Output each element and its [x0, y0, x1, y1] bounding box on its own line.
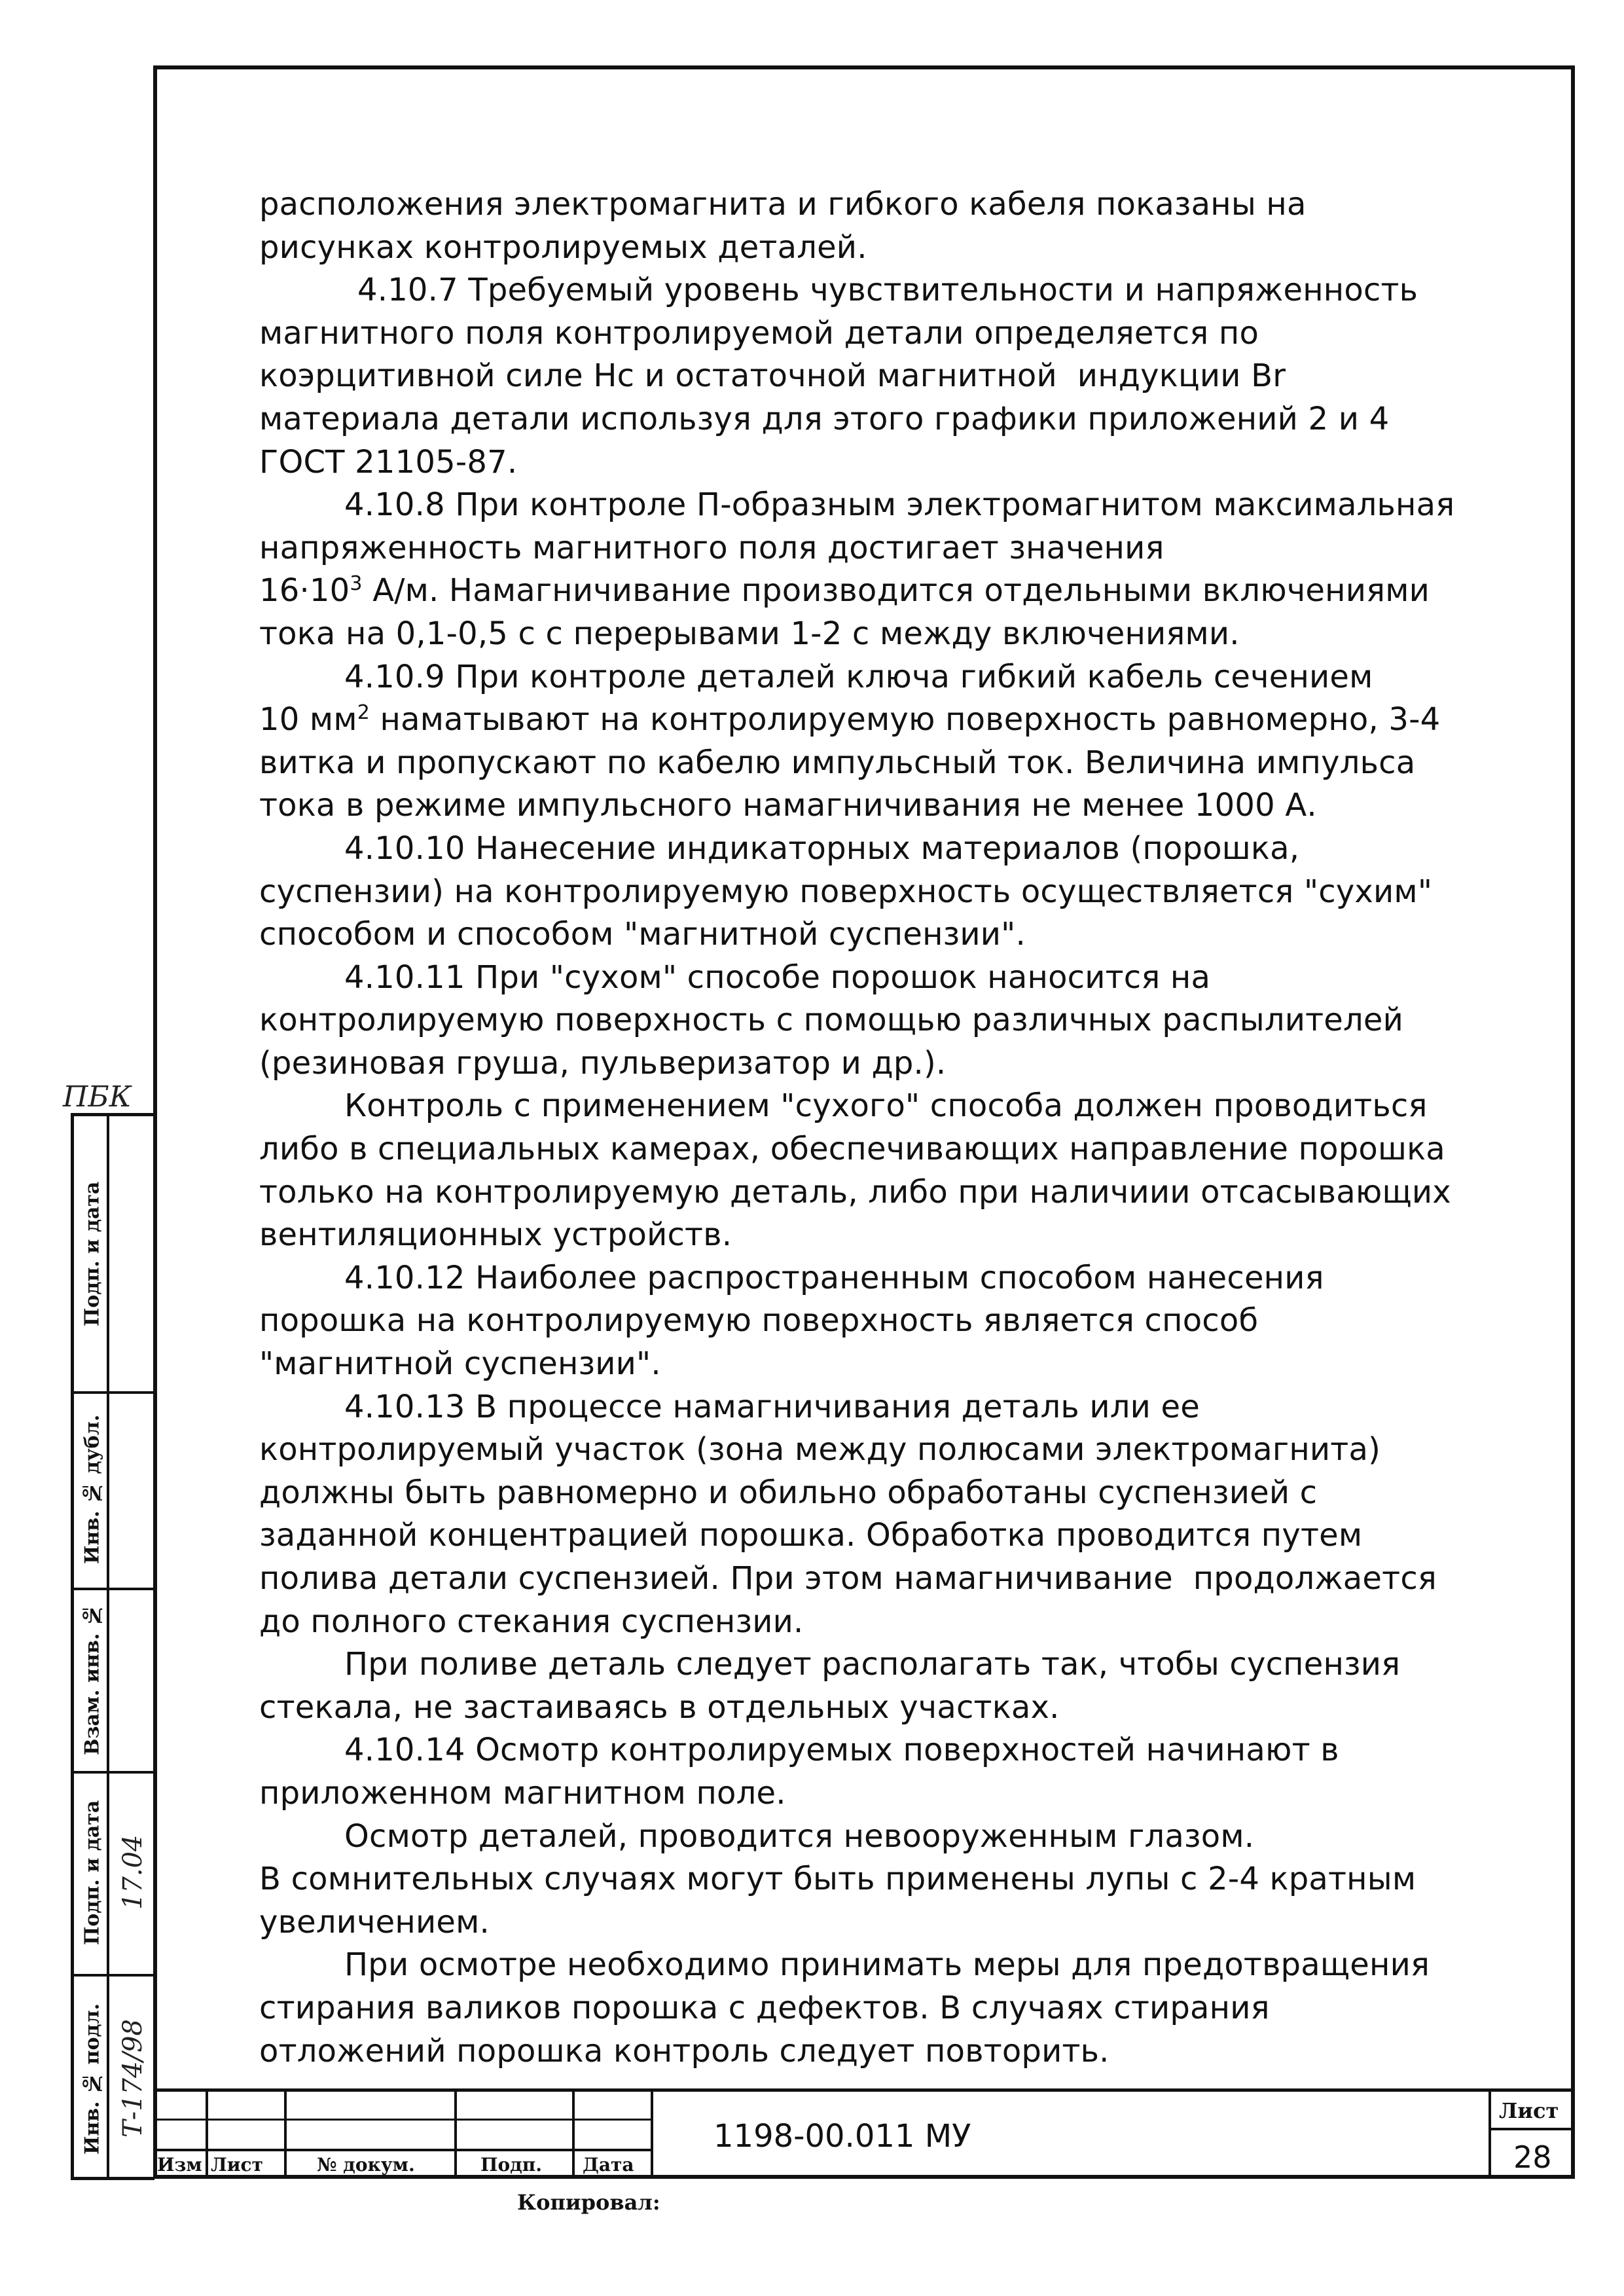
stamp-label: Подп. и дата	[81, 1800, 104, 1945]
document-body	[259, 183, 1465, 2073]
paragraph: При осмотре необходимо принимать меры для предотвращения стирания валиков порошка с дефектов. В случаях стирания отложений порошка контроль следует повторить.	[259, 1946, 1440, 2069]
paragraph: В сомнительных случаях могут быть применены лупы с 2-4 кратным увеличением.	[259, 1861, 1426, 1941]
col-doc-number: № докум.	[317, 2154, 415, 2176]
paragraph: 4.10.11 При "сухом" способе порошок наносится на контролируемую поверхность с помощью различных распылителей (резиновая груша, пульверизатор и др.).	[259, 958, 1414, 1082]
col-sheet: Лист	[211, 2154, 263, 2176]
paragraph: 4.10.7 Требуемый уровень чувствительности и напряженность магнитного поля контролируемой детали определяется по коэрцитивной силе Нс и остаточной магнитной индукции Вr материала детали используя для этого графики приложений 2 и 4 ГОСТ 21105-87.	[259, 272, 1428, 481]
tb-line	[153, 2149, 651, 2151]
paragraph: 10 $мм^2$ наматывают на контролируемую поверхность равномерно, 3-4 витка и пропускают по кабелю импульсный ток. Величина импульса тока в режиме импульсного намагничивания не менее 1000 А.	[259, 701, 1451, 824]
sheet-label: Лист	[1499, 2098, 1559, 2123]
stamp-label: Инв. № дубл.	[81, 1414, 104, 1565]
tb-line	[1489, 2088, 1491, 2179]
cable-section: 10 $мм^2$	[259, 701, 370, 738]
paragraph: 4.10.12 Наиболее распространенным способом нанесения порошка на контролируемую поверхность является способ "магнитной суспензии".	[259, 1259, 1335, 1383]
tb-line	[651, 2088, 653, 2179]
paragraph: Контроль с применением "сухого" способа должен проводиться либо в специальных камерах, обеспечивающих направление порошка только на контролируемую деталь, либо при наличиии отсасывающих вентиляционных устройств.	[259, 1087, 1462, 1254]
field-value: $16\cdot 10^3$	[259, 572, 363, 610]
inventory-number: Т-174/98	[118, 2019, 148, 2138]
col-change: Изм	[157, 2154, 202, 2176]
handwritten-mark: ПБК	[63, 1080, 132, 1114]
paragraph: 4.10.9 При контроле деталей ключа гибкий кабель сечением	[344, 658, 1373, 695]
tb-line	[1489, 2128, 1575, 2130]
paragraph: При поливе деталь следует располагать так, чтобы суспензия стекала, не застаиваясь в отдельных участках.	[259, 1646, 1411, 1726]
paragraph: $16\cdot 10^3$ А/м. Намагничивание производится отдельными включениями тока на 0,1-0,5 с с перерывами 1-2 с между включениями.	[259, 572, 1440, 652]
paragraph: 4.10.10 Нанесение индикаторных материалов (порошка, суспензии) на контролируемую поверхность осуществляется "сухим" способом и способом "магнитной суспензии".	[259, 829, 1443, 953]
side-stamp	[71, 1113, 154, 2180]
paragraph: Осмотр деталей, проводится невооруженным глазом.	[344, 1817, 1255, 1855]
tb-line	[572, 2088, 575, 2179]
tb-line	[206, 2088, 208, 2179]
copied-label: Копировал:	[517, 2190, 660, 2215]
signature-date: 17.04	[118, 1834, 148, 1910]
stamp-label: Подп. и дата	[81, 1181, 104, 1326]
sheet-number: 28	[1513, 2140, 1552, 2175]
stamp-label: Инв. № подл.	[81, 2003, 104, 2155]
col-date: Дата	[583, 2154, 634, 2176]
tb-line	[153, 2119, 651, 2121]
paragraph: 4.10.14 Осмотр контролируемых поверхностей начинают в приложенном магнитном поле.	[259, 1732, 1350, 1812]
paragraph: расположения электромагнита и гибкого кабеля показаны на рисунках контролируемых деталей.	[259, 186, 1317, 266]
strip-divider	[107, 1116, 109, 2177]
document-code: 1198-00.011 МУ	[713, 2118, 971, 2155]
col-signature: Подп.	[480, 2154, 543, 2176]
paragraph: 4.10.13 В процессе намагничивания деталь или ее контролируемый участок (зона между полюсами электромагнита) должны быть равномерно и обильно обработаны суспензией с заданной концентрацией порошка. Обработка проводится путем полива детали суспензией. При этом намагничивание продолжается до полного стекания суспензии.	[259, 1388, 1447, 1640]
tb-line	[284, 2088, 287, 2179]
paragraph: 4.10.8 При контроле П-образным электромагнитом максимальная напряженность магнитного поля достигает значения	[259, 486, 1465, 566]
tb-line	[454, 2088, 457, 2179]
tb-line	[153, 2088, 1575, 2092]
stamp-label: Взам. инв. №	[81, 1603, 104, 1755]
